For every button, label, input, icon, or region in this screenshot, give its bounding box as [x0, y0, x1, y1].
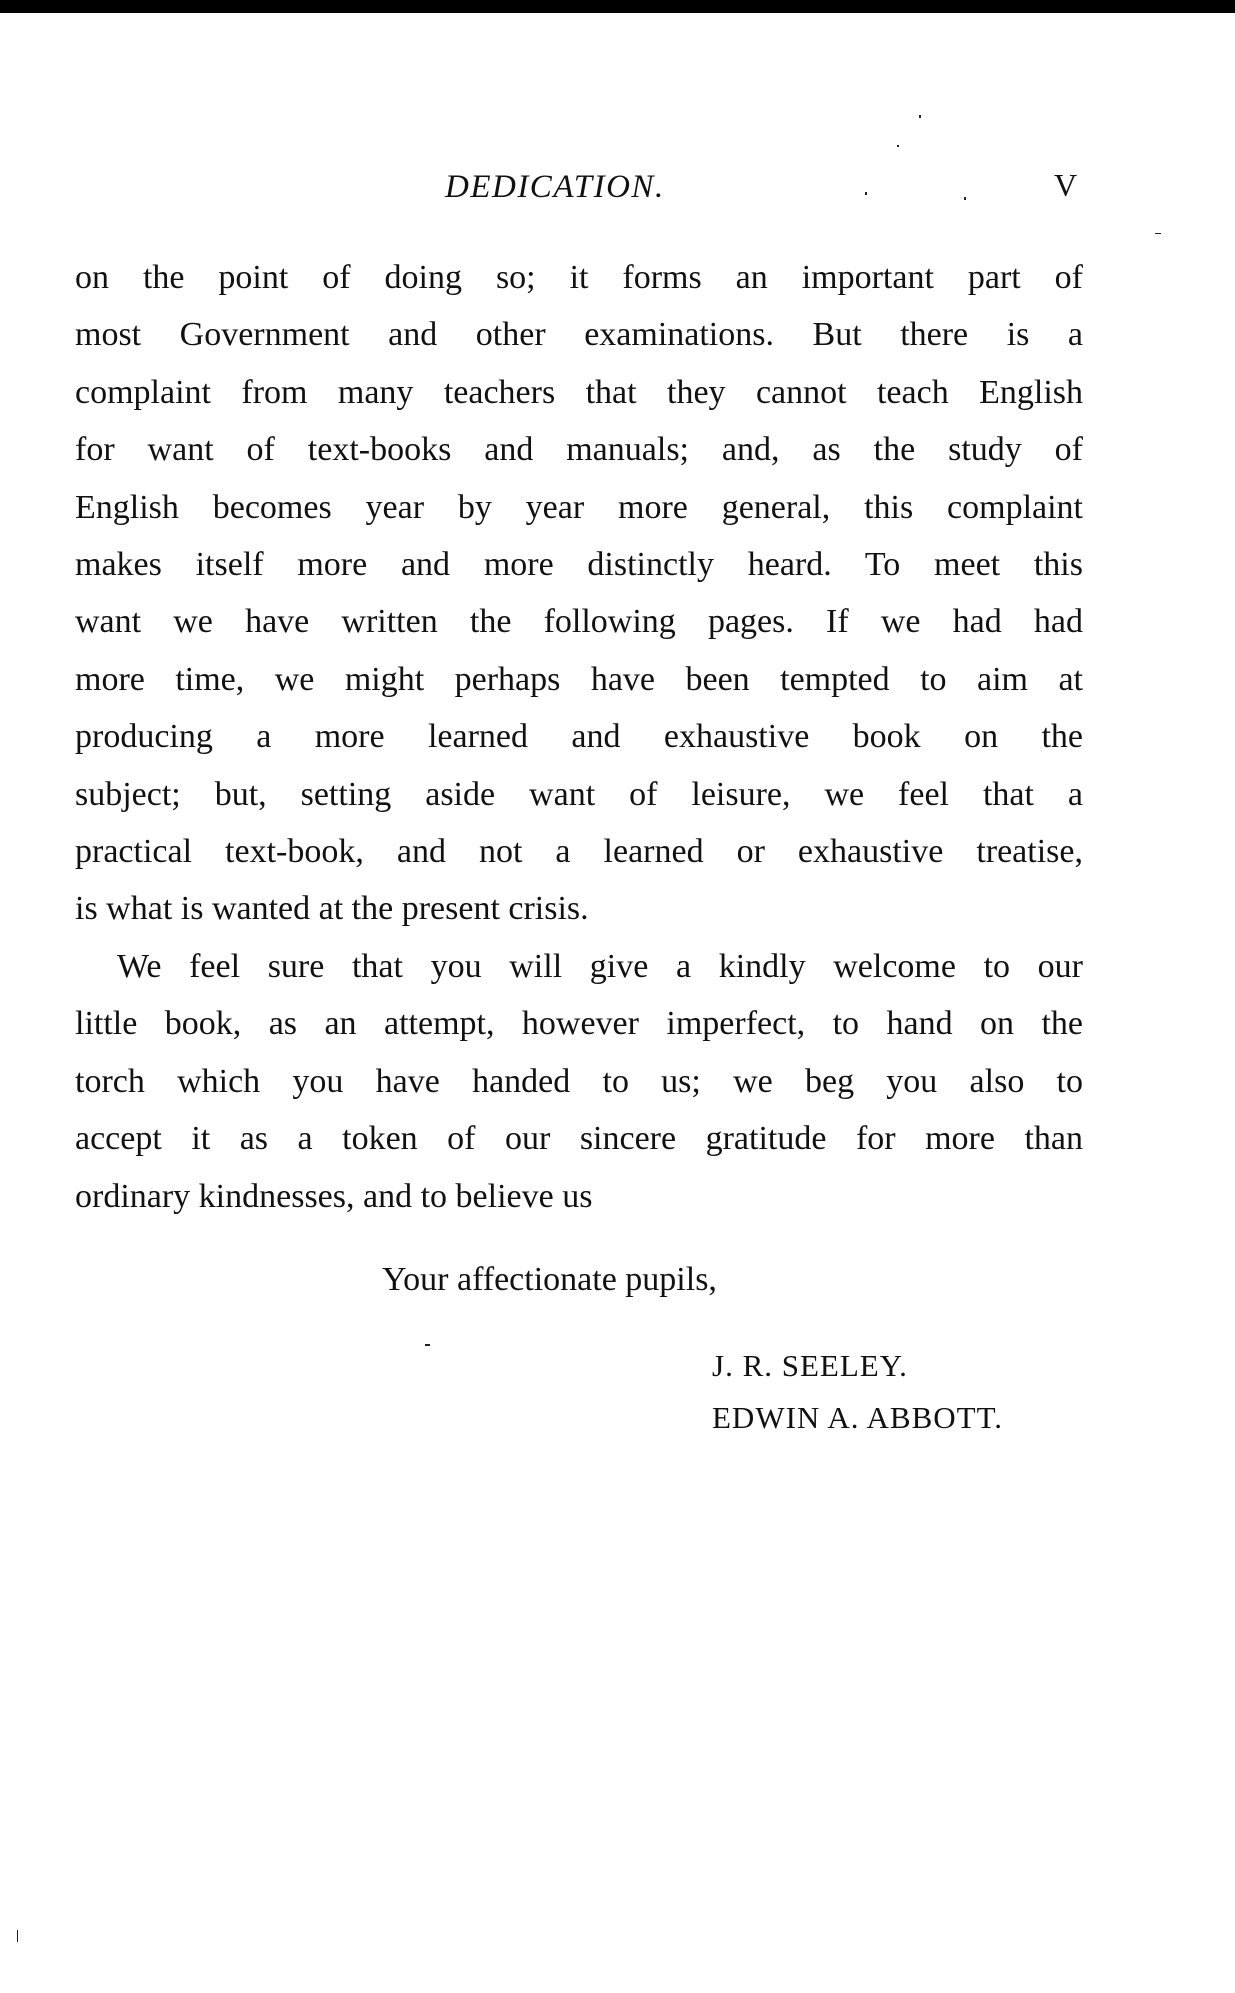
text-line: little book, as an attempt, however imperfect, to hand on the [75, 1005, 1083, 1043]
text-line: practical text-book, and not a learned or exhaustive treatise, [75, 833, 1083, 871]
signature-seeley: J. R. SEELEY. [712, 1348, 908, 1383]
dedication-body [75, 249, 1083, 1225]
text-line: most Government and other examinations. But there is a [75, 316, 1083, 354]
scan-speck [964, 197, 966, 200]
scan-speck [17, 1930, 18, 1942]
scan-speck [865, 192, 867, 195]
text-line: producing a more learned and exhaustive book on the [75, 718, 1083, 756]
paragraph-1 [75, 249, 1083, 938]
text-line: more time, we might perhaps have been tempted to aim at [75, 660, 1083, 698]
text-line: want we have written the following pages. If we had had [75, 603, 1083, 641]
scan-speck [897, 145, 899, 147]
text-line: We feel sure that you will give a kindly welcome to our [117, 947, 1083, 985]
closing-salutation: Your affectionate pupils, [382, 1261, 717, 1298]
text-line: is what is wanted at the present crisis. [75, 890, 589, 928]
scan-speck [1155, 233, 1161, 234]
text-line: subject; but, setting aside want of leisure, we feel that a [75, 775, 1083, 813]
text-line: ordinary kindnesses, and to believe us [75, 1177, 593, 1215]
text-line: makes itself more and more distinctly heard. To meet this [75, 546, 1083, 584]
running-title: DEDICATION. [445, 169, 665, 205]
text-line: on the point of doing so; it forms an important part of [75, 259, 1083, 296]
text-line: accept it as a token of our sincere gratitude for more than [75, 1120, 1083, 1158]
scan-speck [919, 115, 921, 118]
scan-speck [425, 1344, 430, 1346]
text-line: torch which you have handed to us; we beg you also to [75, 1062, 1083, 1100]
text-line: English becomes year by year more general, this complaint [75, 488, 1083, 526]
signature-block [712, 1340, 1003, 1444]
text-line: for want of text-books and manuals; and, as the study of [75, 431, 1083, 469]
paragraph-2 [75, 938, 1083, 1225]
text-line: complaint from many teachers that they cannot teach English [75, 373, 1083, 411]
running-head [0, 0, 1235, 230]
page-number: V [1054, 167, 1078, 203]
signature-abbott: EDWIN A. ABBOTT. [712, 1400, 1003, 1435]
